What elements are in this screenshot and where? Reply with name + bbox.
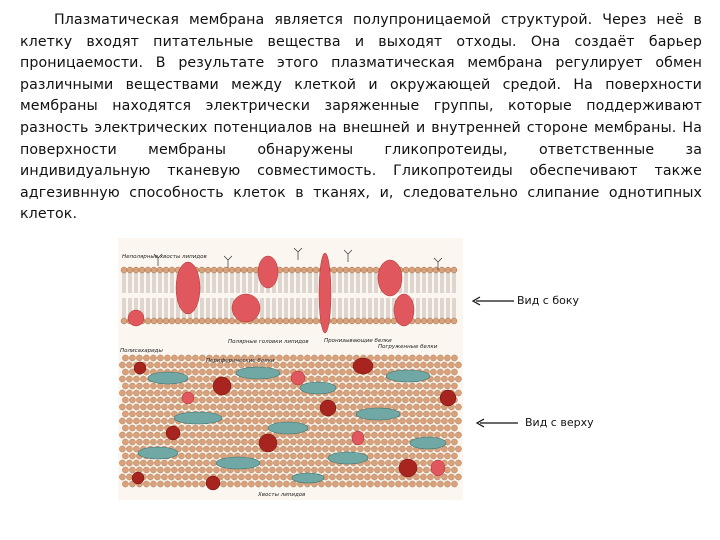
label-polar-heads: Полярные головки липидов	[228, 339, 309, 345]
side-view-arrow	[470, 296, 514, 306]
label-penetrating-proteins: Пронизывающие белки	[324, 338, 392, 344]
membrane-diagram-svg	[118, 238, 463, 500]
side-view-label: Вид с боку	[517, 294, 580, 307]
membrane-description-paragraph: Плазматическая мембрана является полупроницаемой структурой. Через неё в клетку входят питательные вещества и выходят отходы. Она создаёт барьер проницаемости. В результате этого плазматическая мембрана регулирует обмен различными веществами между клеткой и окружающей средой. На поверхности мембраны находятся электрически заряженные группы, которые поддерживают разность электрических потенциалов на внешней и внутренней стороне мембраны. На поверхности мембраны обнаружены гликопротеиды, ответственные за индивидуальную тканевую совместимость. Гликопротеиды обеспечивают также адгезивнную способность клеток в тканях, и, следовательно слипание однотипных клеток.	[20, 12, 702, 223]
top-view-label: Вид с верху	[525, 416, 594, 429]
label-peripheral-proteins: Периферические белки	[206, 358, 275, 364]
label-lipid-tails: Хвосты липидов	[258, 492, 306, 498]
label-nonpolar-tails: Неполярные хвосты липидов	[122, 254, 207, 260]
top-view-arrow	[474, 418, 518, 428]
label-immersed-proteins: Погруженные белки	[378, 344, 438, 350]
membrane-diagram	[118, 238, 463, 500]
label-polysaccharides: Полисахариды	[120, 348, 163, 354]
